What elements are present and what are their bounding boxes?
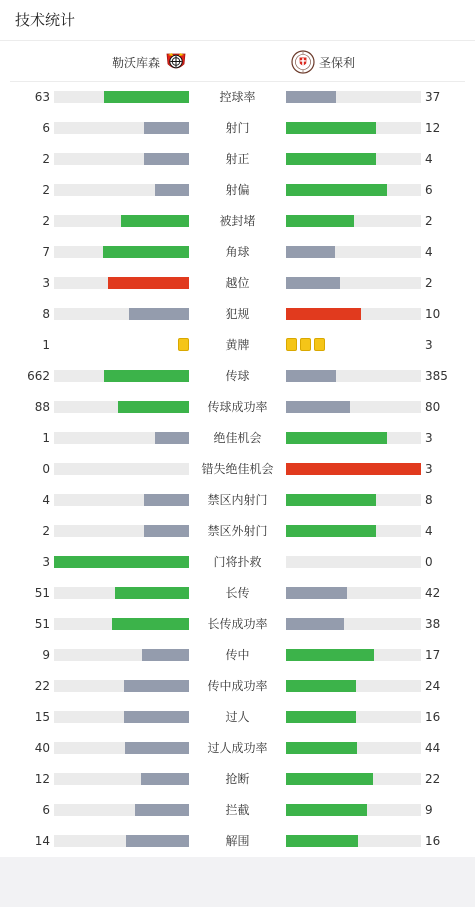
- away-bar-track: [286, 618, 421, 630]
- away-value: 385: [425, 369, 448, 383]
- away-bar: [286, 680, 356, 692]
- home-yellow-cards: [178, 338, 189, 352]
- home-bar-track: [54, 525, 189, 537]
- title-bar: [0, 0, 475, 41]
- away-bar: [286, 370, 336, 382]
- away-bar: [286, 494, 376, 506]
- away-bar: [286, 432, 387, 444]
- home-value: 51: [34, 586, 50, 600]
- away-bar: [286, 184, 387, 196]
- home-bar-track: [54, 122, 189, 134]
- away-bar-track: [286, 153, 421, 165]
- stat-label: 射门: [225, 121, 250, 135]
- away-bar-track: [286, 742, 421, 754]
- stat-label: 抢断: [225, 772, 250, 786]
- away-bar-track: [286, 432, 421, 444]
- home-value: 14: [34, 834, 50, 848]
- home-bar-track: [54, 308, 189, 320]
- home-value: 2: [42, 524, 50, 538]
- home-value: 7: [42, 245, 50, 259]
- stat-row-offsides: [0, 268, 475, 299]
- away-bar-track: [286, 308, 421, 320]
- home-bar: [104, 91, 189, 103]
- stat-row-blocked-shots: [0, 206, 475, 237]
- home-bar-track: [54, 494, 189, 506]
- stat-row-passes: [0, 361, 475, 392]
- home-bar-track: [54, 711, 189, 723]
- away-value: 8: [425, 493, 433, 507]
- stat-row-long-ball-accuracy: [0, 609, 475, 640]
- home-value: 6: [42, 803, 50, 817]
- away-bar-track: [286, 122, 421, 134]
- home-value: 9: [42, 648, 50, 662]
- home-bar-track: [54, 680, 189, 692]
- stat-row-interceptions: [0, 795, 475, 826]
- stat-label: 传中成功率: [207, 679, 268, 693]
- stat-label: 禁区内射门: [207, 493, 268, 507]
- home-bar-track: [54, 835, 189, 847]
- away-value: 3: [425, 431, 433, 445]
- stat-label: 控球率: [219, 90, 256, 104]
- away-bar-track: [286, 277, 421, 289]
- home-bar-track: [54, 401, 189, 413]
- away-bar: [286, 401, 350, 413]
- stat-row-yellow-cards: [0, 330, 475, 361]
- stat-row-big-chances: [0, 423, 475, 454]
- away-bar-track: [286, 246, 421, 258]
- away-bar: [286, 835, 358, 847]
- stat-row-dribbles: [0, 702, 475, 733]
- stat-row-possession: [0, 82, 475, 113]
- away-value: 6: [425, 183, 433, 197]
- home-value: 88: [34, 400, 50, 414]
- away-bar-track: [286, 773, 421, 785]
- home-value: 1: [42, 431, 50, 445]
- away-value: 42: [425, 586, 441, 600]
- away-bar: [286, 804, 367, 816]
- away-bar-track: [286, 587, 421, 599]
- away-value: 3: [425, 338, 433, 352]
- home-bar: [125, 742, 189, 754]
- away-value: 16: [425, 710, 441, 724]
- stat-row-big-chances-missed: [0, 454, 475, 485]
- away-bar-track: [286, 463, 421, 475]
- away-bar-track: [286, 401, 421, 413]
- stat-row-shots-on-target: [0, 144, 475, 175]
- home-value: 8: [42, 307, 50, 321]
- away-team-name: 圣保利: [319, 55, 356, 70]
- stat-label: 角球: [225, 245, 250, 259]
- away-value: 10: [425, 307, 441, 321]
- home-bar-track: [54, 773, 189, 785]
- away-bar-track: [286, 525, 421, 537]
- home-bar: [104, 370, 189, 382]
- away-bar: [286, 308, 361, 320]
- stat-label: 黄牌: [225, 338, 250, 352]
- away-bar: [286, 277, 340, 289]
- stat-row-cross-accuracy: [0, 671, 475, 702]
- stat-label: 犯规: [225, 307, 250, 321]
- home-bar-track: [54, 215, 189, 227]
- away-value: 3: [425, 462, 433, 476]
- stat-row-tackles: [0, 764, 475, 795]
- teams-header: [10, 42, 465, 82]
- away-value: 4: [425, 524, 433, 538]
- stat-row-shots-off-target: [0, 175, 475, 206]
- away-value: 38: [425, 617, 441, 631]
- home-value: 3: [42, 276, 50, 290]
- home-value: 2: [42, 214, 50, 228]
- home-bar-track: [54, 649, 189, 661]
- home-team[interactable]: [112, 50, 188, 74]
- away-bar: [286, 153, 376, 165]
- stat-label: 解围: [225, 834, 250, 848]
- away-value: 9: [425, 803, 433, 817]
- stat-label: 传球成功率: [207, 400, 268, 414]
- stat-row-shots: [0, 113, 475, 144]
- away-bar: [286, 215, 354, 227]
- home-bar: [124, 711, 189, 723]
- away-bar: [286, 587, 347, 599]
- away-bar: [286, 463, 421, 475]
- home-bar: [144, 153, 189, 165]
- away-bar: [286, 649, 374, 661]
- home-bar: [141, 773, 189, 785]
- home-bar: [115, 587, 189, 599]
- home-value: 15: [34, 710, 50, 724]
- home-value: 0: [42, 462, 50, 476]
- away-value: 37: [425, 90, 441, 104]
- home-bar-track: [54, 804, 189, 816]
- home-bar: [121, 215, 189, 227]
- away-bar: [286, 711, 356, 723]
- away-value: 2: [425, 214, 433, 228]
- away-value: 44: [425, 741, 441, 755]
- away-bar-track: [286, 680, 421, 692]
- away-value: 80: [425, 400, 441, 414]
- away-value: 24: [425, 679, 441, 693]
- away-bar: [286, 91, 336, 103]
- home-bar-track: [54, 587, 189, 599]
- stat-label: 拦截: [225, 803, 250, 817]
- away-value: 17: [425, 648, 441, 662]
- away-bar: [286, 122, 376, 134]
- home-bar: [135, 804, 189, 816]
- home-bar: [144, 494, 189, 506]
- yellow-card-icon: [178, 338, 189, 351]
- home-bar: [129, 308, 189, 320]
- away-bar-track: [286, 835, 421, 847]
- page-title: 技术统计: [15, 11, 76, 29]
- home-value: 2: [42, 183, 50, 197]
- home-bar-track: [54, 370, 189, 382]
- away-bar-track: [286, 370, 421, 382]
- away-value: 4: [425, 245, 433, 259]
- home-bar-track: [54, 742, 189, 754]
- stat-label: 被封堵: [219, 214, 256, 228]
- home-bar: [155, 184, 189, 196]
- home-value: 1: [42, 338, 50, 352]
- away-bar: [286, 525, 376, 537]
- home-value: 63: [34, 90, 50, 104]
- stat-row-corners: [0, 237, 475, 268]
- home-bar: [144, 525, 189, 537]
- away-value: 12: [425, 121, 441, 135]
- stat-row-long-balls: [0, 578, 475, 609]
- away-bar-track: [286, 711, 421, 723]
- stat-label: 门将扑救: [213, 555, 262, 569]
- away-team[interactable]: [291, 50, 355, 74]
- away-bar-track: [286, 184, 421, 196]
- away-bar-track: [286, 649, 421, 661]
- stat-label: 过人成功率: [207, 741, 268, 755]
- away-bar-track: [286, 494, 421, 506]
- home-value: 3: [42, 555, 50, 569]
- home-bar: [118, 401, 189, 413]
- home-value: 40: [34, 741, 50, 755]
- home-bar-track: [54, 556, 189, 568]
- yellow-card-icon: [286, 338, 297, 351]
- yellow-card-icon: [300, 338, 311, 351]
- stat-row-dribble-success: [0, 733, 475, 764]
- stat-label: 长传: [225, 586, 250, 600]
- away-value: 16: [425, 834, 441, 848]
- away-bar-track: [286, 215, 421, 227]
- away-value: 4: [425, 152, 433, 166]
- stat-row-clearances: [0, 826, 475, 857]
- stat-row-saves: [0, 547, 475, 578]
- stat-label: 过人: [225, 710, 250, 724]
- stat-label: 射正: [225, 152, 250, 166]
- home-value: 4: [42, 493, 50, 507]
- home-bar-track: [54, 618, 189, 630]
- stat-label: 绝佳机会: [213, 431, 262, 445]
- away-yellow-cards: [286, 338, 325, 352]
- stat-row-shots-outside-box: [0, 516, 475, 547]
- home-bar: [142, 649, 189, 661]
- home-value: 22: [34, 679, 50, 693]
- stat-label: 错失绝佳机会: [201, 462, 274, 476]
- away-bar: [286, 246, 335, 258]
- home-team-name: 勒沃库森: [111, 55, 160, 70]
- bayer-leverkusen-crest-icon: [164, 50, 188, 74]
- away-bar: [286, 773, 373, 785]
- away-value: 22: [425, 772, 441, 786]
- home-bar-track: [54, 432, 189, 444]
- home-value: 12: [34, 772, 50, 786]
- away-bar-track: [286, 91, 421, 103]
- home-bar-track: [54, 277, 189, 289]
- home-bar-track: [54, 153, 189, 165]
- home-bar: [144, 122, 189, 134]
- yellow-card-icon: [314, 338, 325, 351]
- stat-row-crosses: [0, 640, 475, 671]
- stat-row-fouls: [0, 299, 475, 330]
- home-bar-track: [54, 246, 189, 258]
- home-bar: [103, 246, 189, 258]
- home-bar: [155, 432, 189, 444]
- stat-label: 传中: [225, 648, 250, 662]
- home-bar-track: [54, 91, 189, 103]
- stat-label: 长传成功率: [207, 617, 268, 631]
- away-bar-track: [286, 556, 421, 568]
- away-bar: [286, 742, 357, 754]
- home-value: 6: [42, 121, 50, 135]
- away-bar-track: [286, 804, 421, 816]
- home-bar-track: [54, 463, 189, 475]
- away-value: 0: [425, 555, 433, 569]
- away-value: 2: [425, 276, 433, 290]
- stat-label: 传球: [225, 369, 250, 383]
- stat-label: 禁区外射门: [207, 524, 268, 538]
- stat-row-shots-inside-box: [0, 485, 475, 516]
- stat-label: 越位: [225, 276, 250, 290]
- home-bar: [108, 277, 189, 289]
- home-value: 51: [34, 617, 50, 631]
- home-bar: [112, 618, 189, 630]
- st-pauli-crest-icon: [291, 50, 315, 74]
- home-bar-track: [54, 184, 189, 196]
- home-bar: [124, 680, 189, 692]
- away-bar: [286, 618, 344, 630]
- home-bar: [126, 835, 189, 847]
- home-value: 2: [42, 152, 50, 166]
- stat-row-pass-accuracy: [0, 392, 475, 423]
- home-value: 662: [27, 369, 50, 383]
- stat-label: 射偏: [225, 183, 250, 197]
- home-bar: [54, 556, 189, 568]
